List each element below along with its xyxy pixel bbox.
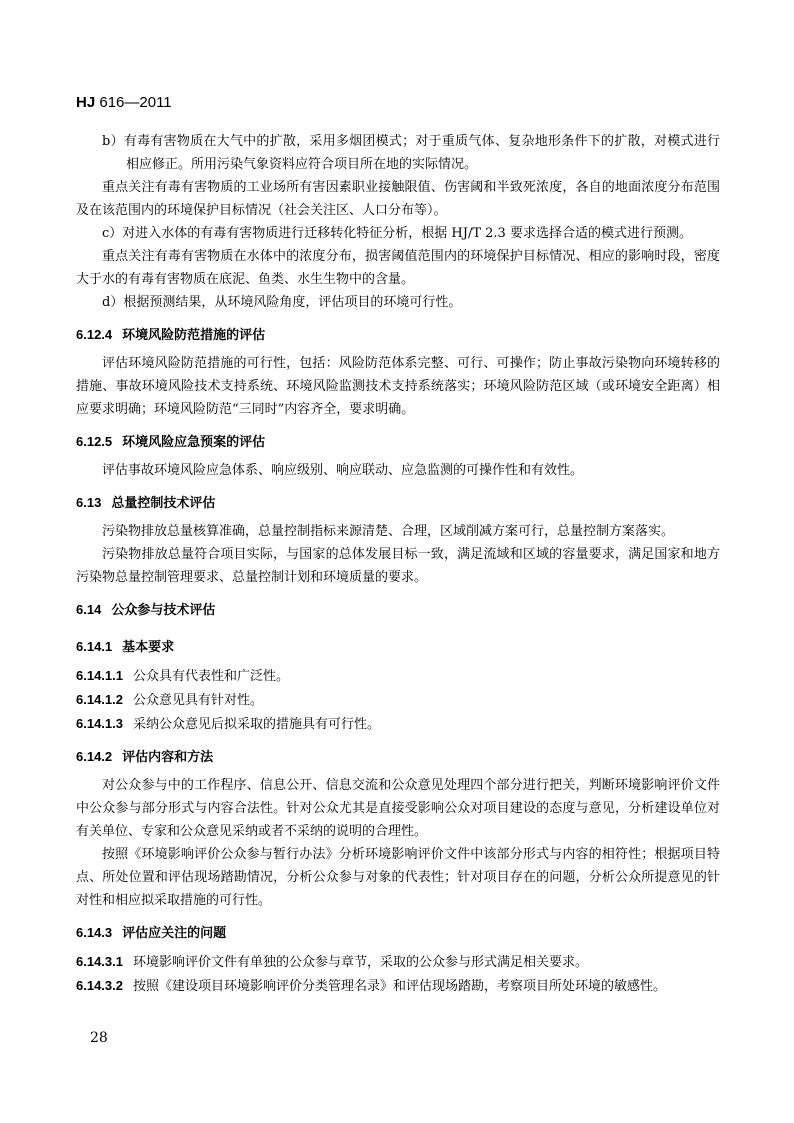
paragraph: 评估环境风险防范措施的可行性，包括：风险防范体系完整、可行、可操作；防止事故污染物向环境转移的措施、事故环境风险技术支持系统、环境风险监测技术支持系统落实；环境风险防范区域（或环境安全距离）相应要求明确；环境风险防范“三同时”内容齐全，要求明确。 — [76, 356, 720, 417]
section-heading-6-12-5: 6.12.5 环境风险应急预案的评估 — [76, 434, 266, 449]
page-number: 28 — [90, 1030, 108, 1046]
paragraph: 重点关注有毒有害物质在水体中的浓度分布，损害阈值范围内的环境保护目标情况、相应的影响时段，密度大于水的有毒有害物质在底泥、鱼类、水生生物中的含量。 — [76, 249, 720, 287]
clause: 6.14.3.2 按照《建设项目环境影响评价分类管理名录》和评估现场踏勘，考察项目所处环境的敏感性。 — [76, 978, 667, 994]
paragraph: 污染物排放总量符合项目实际，与国家的总体发展目标一致，满足流域和区域的容量要求，满足国家和地方污染物总量控制管理要求、总量控制计划和环境质量的要求。 — [76, 547, 720, 585]
paragraph: 对公众参与中的工作程序、信息公开、信息交流和公众意见处理四个部分进行把关，判断环境影响评价文件中公众参与部分形式与内容合法性。针对公众尤其是直接受影响公众对项目建设的态度与意见，分析建设单位对有关单位、专家和公众意见采纳或者不采纳的说明的合理性。 — [76, 778, 720, 839]
section-heading-6-12-4: 6.12.4 环境风险防范措施的评估 — [76, 327, 266, 342]
section-heading-6-14: 6.14 公众参与技术评估 — [76, 602, 216, 617]
standard-code: HJ — [76, 94, 96, 111]
clause: 6.14.1.1 公众具有代表性和广泛性。 — [76, 668, 290, 684]
clause: 6.14.1.2 公众意见具有针对性。 — [76, 692, 264, 708]
paragraph: 污染物排放总量核算准确，总量控制指标来源清楚、合理，区域削减方案可行，总量控制方案落实。 — [102, 524, 675, 539]
paragraph: 重点关注有毒有害物质的工业场所有害因素职业接触限值、伤害阈和半致死浓度，各自的地面浓度分布范围及在该范围内的环境保护目标情况（社会关注区、人口分布等）。 — [76, 180, 720, 218]
section-heading-6-14-2: 6.14.2 评估内容和方法 — [76, 749, 214, 764]
section-heading-6-14-1: 6.14.1 基本要求 — [76, 639, 175, 654]
document-header — [76, 94, 172, 111]
standard-number: 616—2011 — [99, 94, 172, 111]
list-item-c: c）对进入水体的有毒有害物质进行迁移转化特征分析，根据 HJ/T 2.3 要求选择合适的模式进行预测。 — [102, 226, 692, 241]
section-heading-6-14-3: 6.14.3 评估应关注的问题 — [76, 925, 227, 940]
clause: 6.14.3.1 环境影响评价文件有单独的公众参与章节，采取的公众参与形式满足相关要求。 — [76, 954, 589, 970]
list-item-d: d）根据预测结果，从环境风险角度，评估项目的环境可行性。 — [102, 295, 462, 310]
paragraph: 按照《环境影响评价公众参与暂行办法》分析环境影响评价文件中该部分形式与内容的相符性；根据项目特点、所处位置和评估现场踏勘情况，分析公众参与对象的代表性；针对项目存在的问题，分析公众所提意见的针对性和相应拟采取措施的可行性。 — [76, 847, 720, 908]
paragraph: 评估事故环境风险应急体系、响应级别、响应联动、应急监测的可操作性和有效性。 — [102, 463, 584, 478]
section-heading-6-13: 6.13 总量控制技术评估 — [76, 495, 216, 510]
list-item-b: b）有毒有害物质在大气中的扩散，采用多烟团模式；对于重质气体、复杂地形条件下的扩散，对模式进行相应修正。所用污染气象资料应符合项目所在地的实际情况。 — [102, 134, 720, 172]
page-content — [76, 130, 720, 998]
clause: 6.14.1.3 采纳公众意见后拟采取的措施具有可行性。 — [76, 716, 381, 732]
